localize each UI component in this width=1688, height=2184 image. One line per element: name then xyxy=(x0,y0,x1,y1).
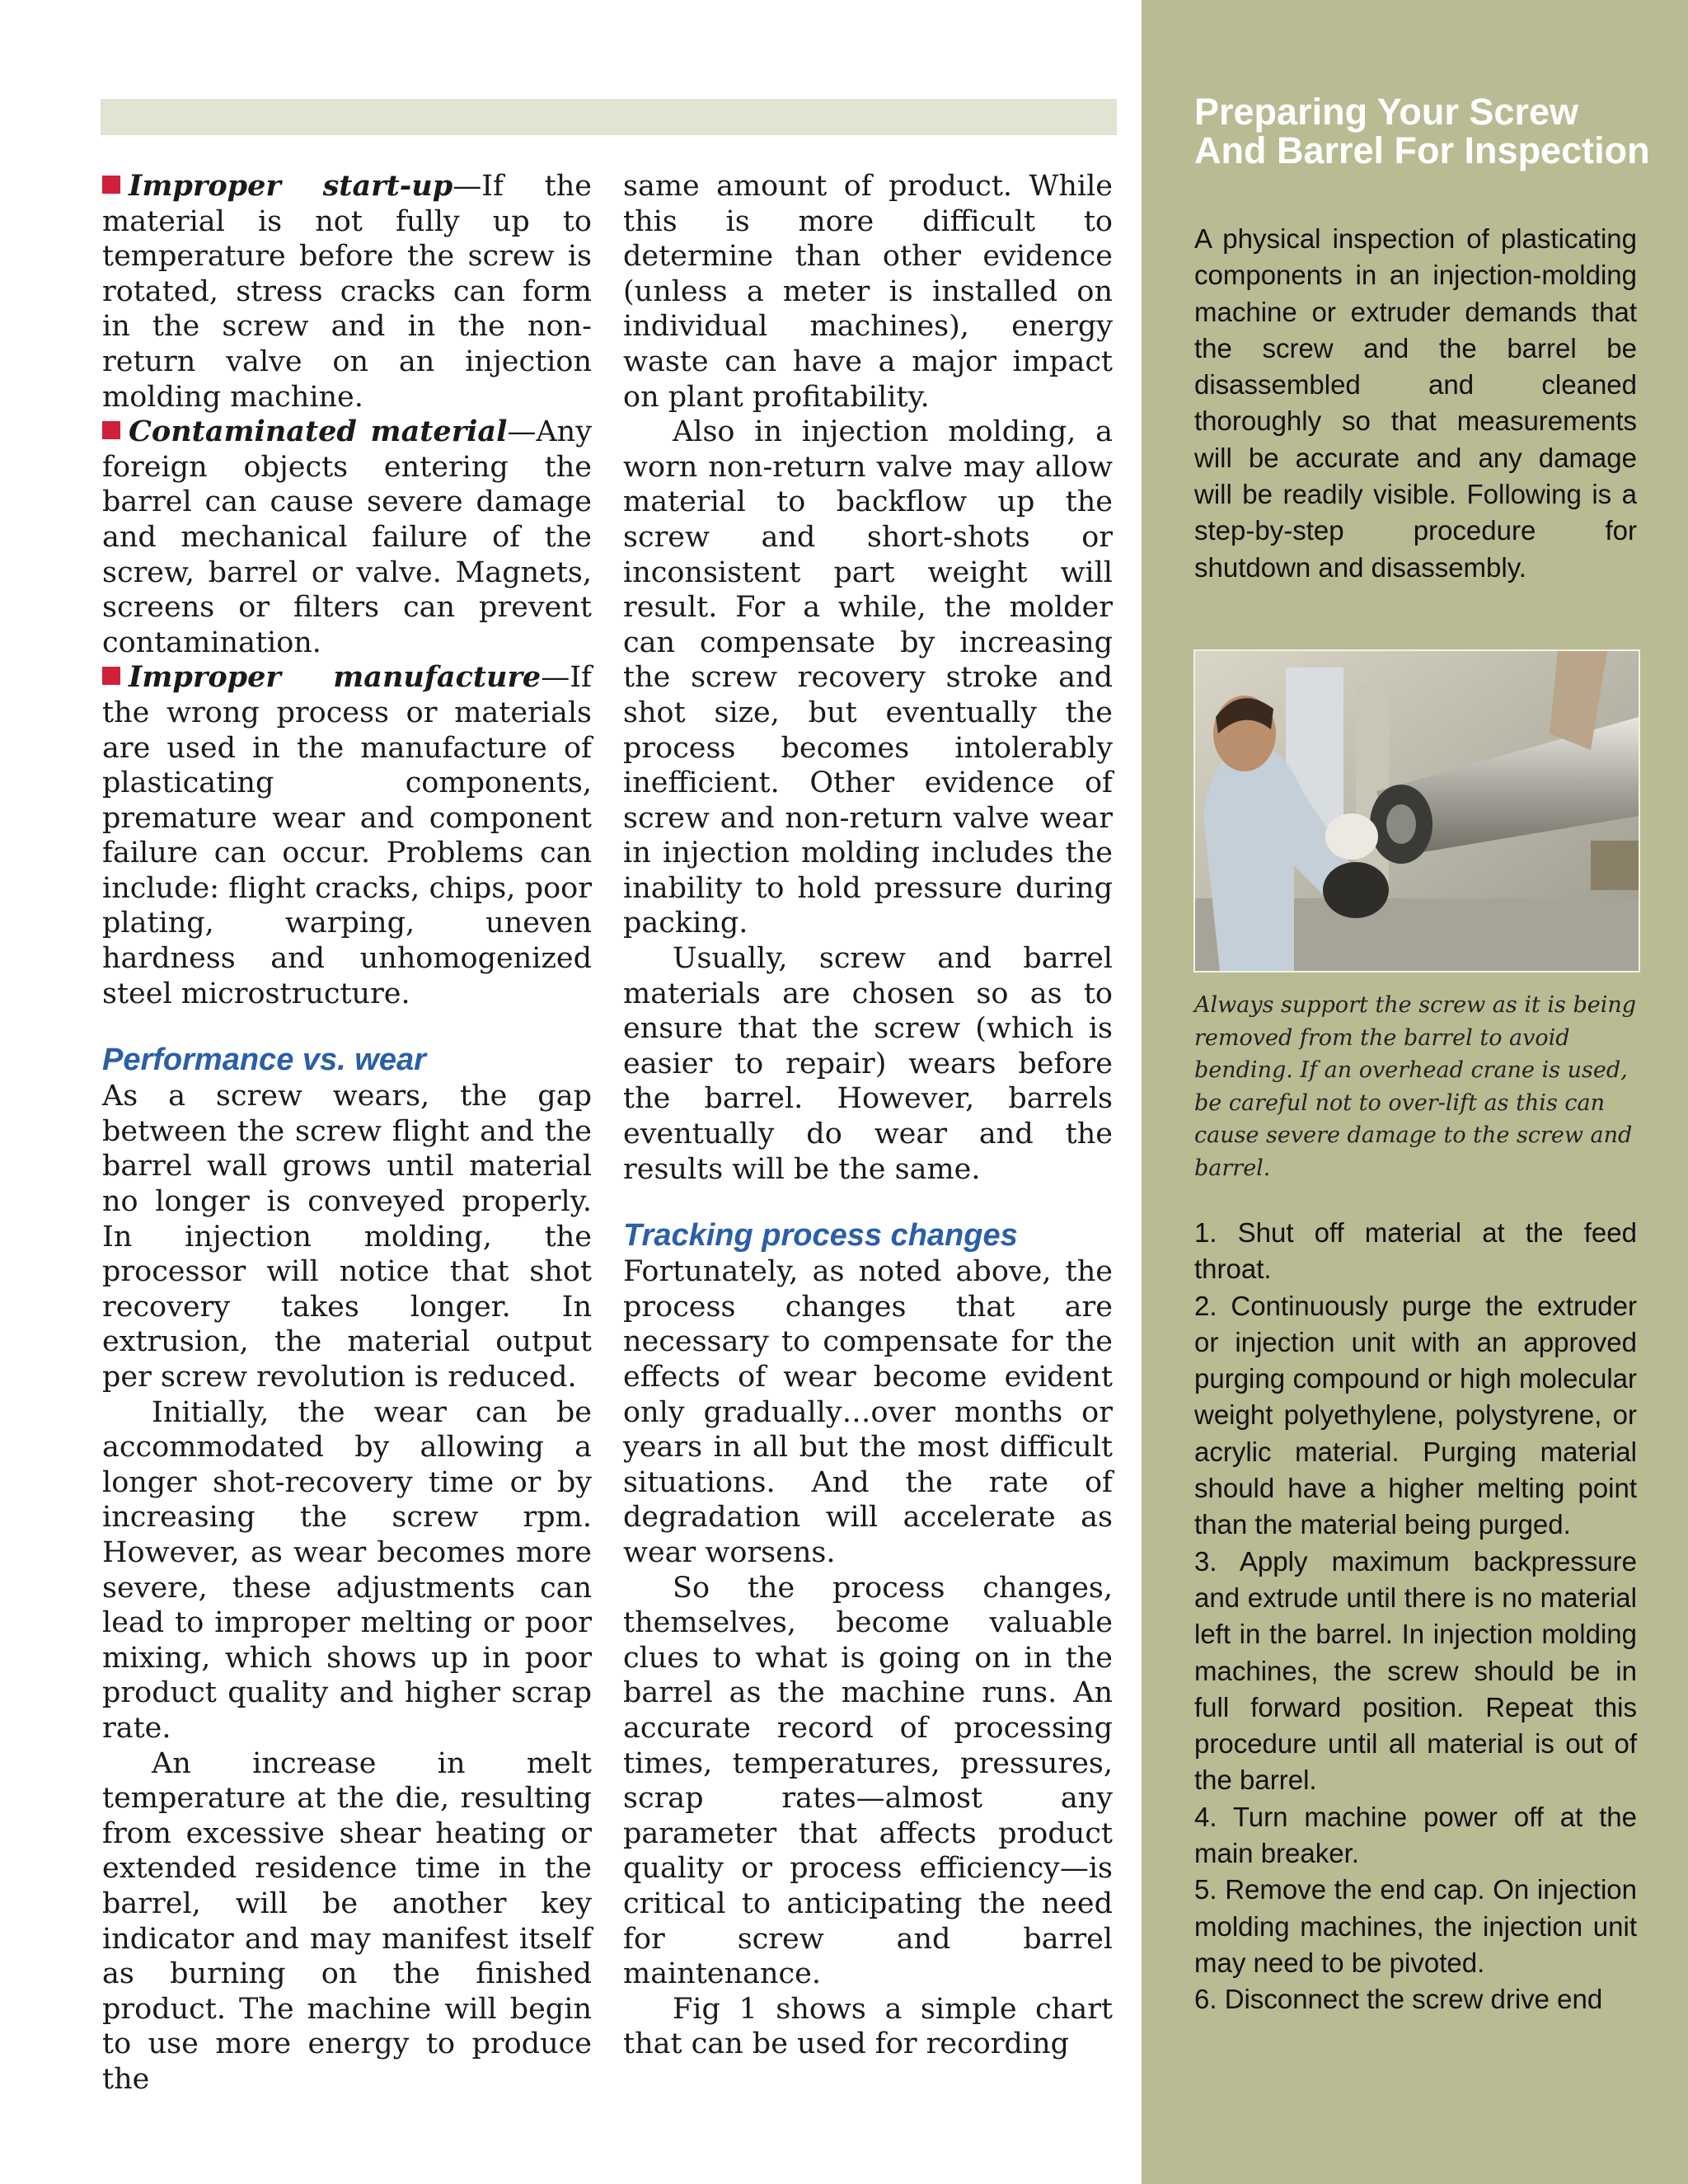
bullet-lead: Improper start-up xyxy=(129,169,453,203)
bullet-square-icon xyxy=(102,667,120,685)
bullet-improper-startup xyxy=(102,169,592,415)
bullet-contaminated-material xyxy=(102,415,592,660)
bullet-square-icon xyxy=(102,176,120,194)
photo-illustration xyxy=(1195,651,1639,971)
step-item: 6. Disconnect the screw drive end xyxy=(1194,1984,1603,2015)
step-item: 4. Turn machine power off at the main breaker. xyxy=(1194,1801,1637,1869)
body-paragraph: Also in injection molding, a worn non-return valve may allow material to backflow up the screw and short-shots or inconsistent part weight will result. For a while, the molder can compensate by increasing the screw recovery stroke and shot size, but eventually the process becomes intolerably inefficient. Other evidence of screw and non-return valve wear in injection molding includes the inability to hold pressure during packing. xyxy=(623,415,1113,940)
sidebar-intro: A physical inspection of plasticating components in an injection-molding machine or extruder demands that the screw and the barrel be disassembled and cleaned thoroughly so that measurements will be accurate and any damage will be readily visible. Following is a step-by-step procedure for shutdown and disassembly. xyxy=(1194,223,1637,583)
body-paragraph: Usually, screw and barrel materials are chosen so as to ensure that the screw (which is easier to repair) wears before the barrel. However, barrels eventually do wear and the results will be the same. xyxy=(623,942,1113,1186)
sidebar-steps xyxy=(1194,1215,1637,2018)
step-item: 1. Shut off material at the feed throat. xyxy=(1194,1217,1637,1285)
bullet-text: —If the material is not fully up to temperature before the screw is rotated, stress cracks can form in the screw and in the non-return valve on an injection molding machine. xyxy=(102,170,592,414)
section-heading-performance: Performance vs. wear xyxy=(102,1043,426,1078)
column-left xyxy=(102,169,592,2097)
bullet-square-icon xyxy=(102,421,120,439)
body-paragraph: Fig 1 shows a simple chart that can be used for recording xyxy=(623,1992,1113,2061)
photo-caption: Always support the screw as it is being removed from the barrel to avoid bending. If an overhead crane is used, be careful not to over-lift as this can cause severe damage to the screw and barrel. xyxy=(1194,992,1637,1181)
bullet-text: —Any foreign objects entering the barrel can cause severe damage and mechanical failure of the screw, barrel or valve. Magnets, screens or filters can prevent contamination. xyxy=(102,415,592,659)
step-item: 3. Apply maximum backpressure and extrude until there is no material left in the barrel. In injection molding machines, the screw should be in full forward position. Repeat this procedure until all material is out of the barrel. xyxy=(1194,1545,1637,1796)
column-middle xyxy=(623,169,1113,2062)
body-paragraph: So the process changes, themselves, become valuable clues to what is going on in the barrel as the machine runs. An accurate record of processing times, temperatures, pressures, scrap rates—almost any parameter that affects product quality or process efficiency—is critical to anticipating the need for screw and barrel maintenance. xyxy=(623,1571,1113,1991)
body-paragraph: As a screw wears, the gap between the screw flight and the barrel wall grows until material no longer is conveyed properly. In injection molding, the processor will notice that shot recovery takes longer. In extrusion, the material output per screw revolution is reduced. xyxy=(102,1080,592,1394)
section-heading-tracking: Tracking process changes xyxy=(623,1218,1018,1254)
step-item: 2. Continuously purge the extruder or injection unit with an approved purging compound or high molecular weight polyethylene, polystyrene, or acrylic material. Purging material should have a higher melting point than the material being purged. xyxy=(1194,1290,1637,1540)
sidebar-title: Preparing Your Screw And Barrel For Inspection xyxy=(1194,91,1650,171)
body-paragraph: same amount of product. While this is more difficult to determine than other evidence (unless a meter is installed on individual machines), energy waste can have a major impact on plant profitability. xyxy=(623,170,1113,414)
step-item: 5. Remove the end cap. On injection molding machines, the injection unit may need to be pivoted. xyxy=(1194,1874,1637,1978)
body-paragraph: Initially, the wear can be accommodated by allowing a longer shot-recovery time or by increasing the screw rpm. However, as wear becomes more severe, these adjustments can lead to improper melting or poor mixing, which shows up in poor product quality and higher scrap rate. xyxy=(102,1395,592,1745)
bullet-lead: Improper manufacture xyxy=(129,660,542,695)
bullet-improper-manufacture xyxy=(102,660,592,1011)
body-paragraph: An increase in melt temperature at the die, resulting from excessive shear heating or extended residence time in the barrel, will be another key indicator and may manifest itself as burning on the finished product. The machine will begin to use more energy to produce the xyxy=(102,1746,592,2096)
inspection-photo xyxy=(1193,649,1640,972)
bullet-text: —If the wrong process or materials are used in the manufacture of plasticating components, premature wear and component failure can occur. Problems can include: flight cracks, chips, poor plating, warping, uneven hardness and unhomogenized steel microstructure. xyxy=(102,661,592,1010)
header-bar xyxy=(101,99,1117,135)
bullet-lead: Contaminated material xyxy=(129,415,508,449)
body-paragraph: Fortunately, as noted above, the process changes that are necessary to compensate for the effects of wear become evident only gradually…over months or years in all but the most difficult situations. And the rate of degradation will accelerate as wear worsens. xyxy=(623,1255,1113,1569)
